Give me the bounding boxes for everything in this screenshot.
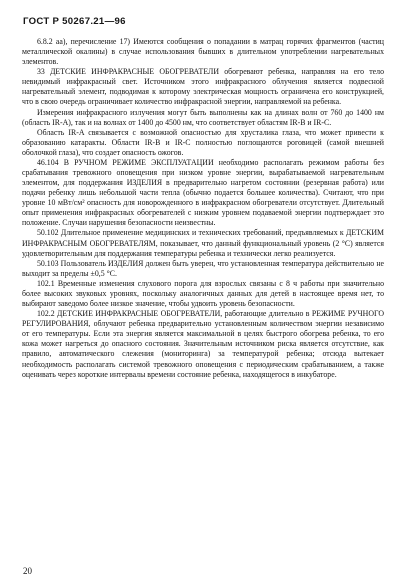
paragraph-50-103: 50.103 Пользователь ИЗДЕЛИЯ должен быть уверен, что установленная температура действительно не выходит за пределы ±0,5 °С. [22,258,384,278]
paragraph-33: 33 ДЕТСКИЕ ИНФРАКРАСНЫЕ ОБОГРЕВАТЕЛИ обогревают ребенка, направляя на его тело невидимый инфракрасный свет. Источником этого инфракрасного облучения является подвесной нагревательный элемент, подводимая к которому электрическая мощность ограничена его конструкцией, что в свою очередь ограничивает количество инфракрасной энергии, направляемой на ребенка. [22,67,384,107]
paragraph-50-102: 50.102 Длительное применение медицинских и технических требований, предъявляемых к ДЕТСКИМ ИНФРАКРАСНЫМ ОБОГРЕВАТЕЛЯМ, показывает, что данный функциональный уровень (2 °С) является удовлетворительным для поддержания температуры ребенка и технически легко реализуется. [22,228,384,258]
paragraph-102-2: 102.2 ДЕТСКИЕ ИНФРАКРАСНЫЕ ОБОГРЕВАТЕЛИ, работающие длительно в РЕЖИМЕ РУЧНОГО РЕГУЛИРОВАНИЯ, облучают ребенка предварительно установленным количеством энергии независимо от его температуры. Если эта энергия является максимальной в целях быстрого обогрева ребенка, то его кожа может нагреться до опасного состояния. Значительным источником риска является отсутствие, как правило, автоматического слежения (мониторинга) за температурой ребенка; отсюда вытекает необходимость располагать системой тревожного оповещения с периодическим срабатыванием, а также оценивать через короткие интервалы времени состояние ребенка, находящегося в инкубаторе. [22,309,384,379]
paragraph-ir-measurement: Измерения инфракрасного излучения могут быть выполнены как на длинах волн от 760 до 1400 нм (область IR-A), так и на волнах от 1400 до 4500 нм, что соответствует областям IR-B и IR-C. [22,107,384,127]
body-text [22,37,384,380]
paragraph-6-8-2: 6.8.2 аа), перечисление 17) Имеются сообщения о попадании в матрац горячих фрагментов (частиц металлической окалины) в случае использования бывших в длительном употреблении нагревательных элементов. [22,37,384,67]
paragraph-46-104: 46.104 В РУЧНОМ РЕЖИМЕ ЭКСПЛУАТАЦИИ необходимо располагать режимом работы без срабатывания тревожного оповещения при низком уровне энергии, вырабатываемой нагревательным элементом, для поддержания ИЗДЕЛИЯ в предварительно нагретом состоянии (резервная работа) или подачи ребенку лишь небольшой части тепла (обычно подается большее количества). Считают, что при уровне 10 мВт/см² опасность для новорожденного в инфракрасном обогреватели отсутствует. Длительный опыт применения инфракрасных обогревателей с низким уровнем подаваемой энергии подтверждает это положение. Случаи нарушения безопасности неизвестны. [22,157,384,228]
page-number: 20 [23,566,32,576]
paragraph-ir-a-hazard: Область IR-A связывается с возможной опасностью для хрусталика глаза, что может привести к образованию катаракты. Области IR-B и IR-C полностью поглощаются роговицей (самой внешней оболочкой глаза), что создает опасность ожогов. [22,127,384,157]
page-header-standard: ГОСТ Р 50267.21—96 [23,16,126,27]
paragraph-102-1: 102.1 Временные изменения слухового порога для взрослых связаны с 8 ч работы при значительно более высоких звуковых уровнях, поскольку аналогичных данных для детей в настоящее время нет, то выбирают заведомо более низкое значение, чтобы удвоить уровень безопасности. [22,278,384,309]
